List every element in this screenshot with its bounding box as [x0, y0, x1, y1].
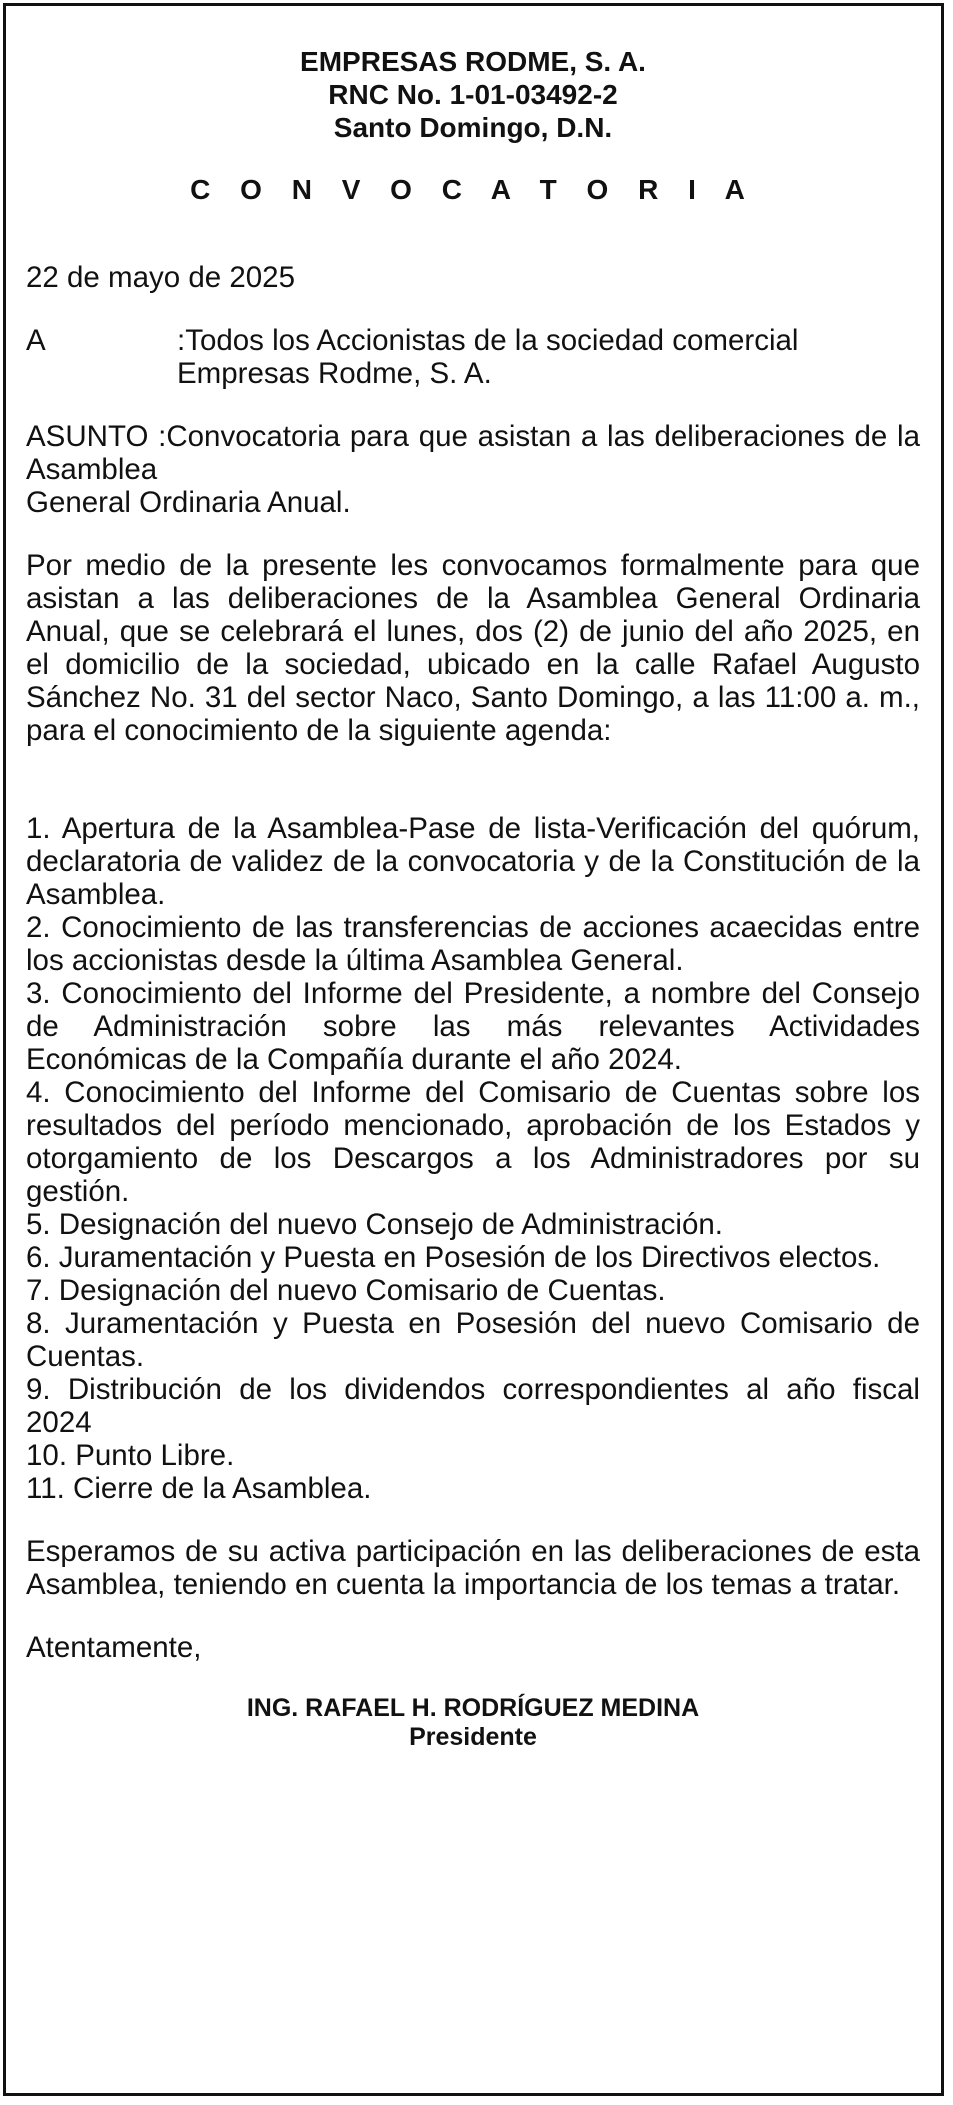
agenda-item-9: 9. Distribución de los dividendos correspondientes al año fiscal 2024	[26, 1373, 920, 1439]
agenda-item-8: 8. Juramentación y Puesta en Posesión del nuevo Comisario de Cuentas.	[26, 1307, 920, 1373]
subject-block	[26, 420, 920, 519]
agenda-item-1: 1. Apertura de la Asamblea-Pase de lista-Verificación del quórum, declaratoria de validez de la convocatoria y de la Constitución de la Asamblea.	[26, 812, 920, 911]
subject-line-2: General Ordinaria Anual.	[26, 486, 351, 519]
agenda-item-2: 2. Conocimiento de las transferencias de acciones acaecidas entre los accionistas desde la última Asamblea General.	[26, 911, 920, 977]
salutation: Atentamente,	[26, 1631, 202, 1664]
signatory-name: ING. RAFAEL H. RODRÍGUEZ MEDINA	[246, 1694, 700, 1722]
signatory-role: Presidente	[409, 1723, 537, 1751]
agenda-item-6: 6. Juramentación y Puesta en Posesión de los Directivos electos.	[26, 1241, 881, 1274]
addressee-value	[177, 324, 920, 390]
intro-paragraph: Por medio de la presente les convocamos formalmente para que asistan a las deliberaciones de la Asamblea General Ordinaria Anual, que se celebrará el lunes, dos (2) de junio del año 2025, en el domicilio de la sociedad, ubicado en la calle Rafael Augusto Sánchez No. 31 del sector Naco, Santo Domingo, a las 11:00 a. m., para el conocimiento de la siguiente agenda:	[26, 549, 920, 747]
company-location: Santo Domingo, D.N.	[333, 112, 613, 143]
company-name: EMPRESAS RODME, S. A.	[300, 46, 646, 77]
signature-block	[26, 1694, 920, 1752]
addressee-block	[26, 324, 920, 390]
agenda-item-11: 11. Cierre de la Asamblea.	[26, 1472, 372, 1505]
company-rnc: RNC No. 1-01-03492-2	[328, 79, 618, 110]
notice-date: 22 de mayo de 2025	[26, 261, 295, 294]
notice-header	[26, 45, 920, 144]
agenda-item-10: 10. Punto Libre.	[26, 1439, 235, 1472]
agenda-item-5: 5. Designación del nuevo Consejo de Administración.	[26, 1208, 723, 1241]
addressee-label: A	[26, 324, 46, 357]
subject-line-1: ASUNTO :Convocatoria para que asistan a las deliberaciones de la Asamblea	[26, 420, 920, 486]
notice-title: C O N V O C A T O R I A	[190, 174, 756, 205]
closing-paragraph: Esperamos de su activa participación en las deliberaciones de esta Asamblea, teniendo en cuenta la importancia de los temas a tratar.	[26, 1535, 920, 1601]
agenda-list	[26, 812, 920, 1505]
agenda-item-3: 3. Conocimiento del Informe del Presidente, a nombre del Consejo de Administración sobre las más relevantes Actividades Económicas de la Compañía durante el año 2024.	[26, 977, 920, 1076]
addressee-line-1: :Todos los Accionistas de la sociedad comercial	[177, 324, 799, 357]
agenda-item-4: 4. Conocimiento del Informe del Comisario de Cuentas sobre los resultados del período mencionado, aprobación de los Estados y otorgamiento de los Descargos a los Administradores por su gestión.	[26, 1076, 920, 1208]
agenda-item-7: 7. Designación del nuevo Comisario de Cuentas.	[26, 1274, 666, 1307]
notice-content	[26, 45, 920, 1752]
addressee-line-2: Empresas Rodme, S. A.	[177, 357, 492, 390]
